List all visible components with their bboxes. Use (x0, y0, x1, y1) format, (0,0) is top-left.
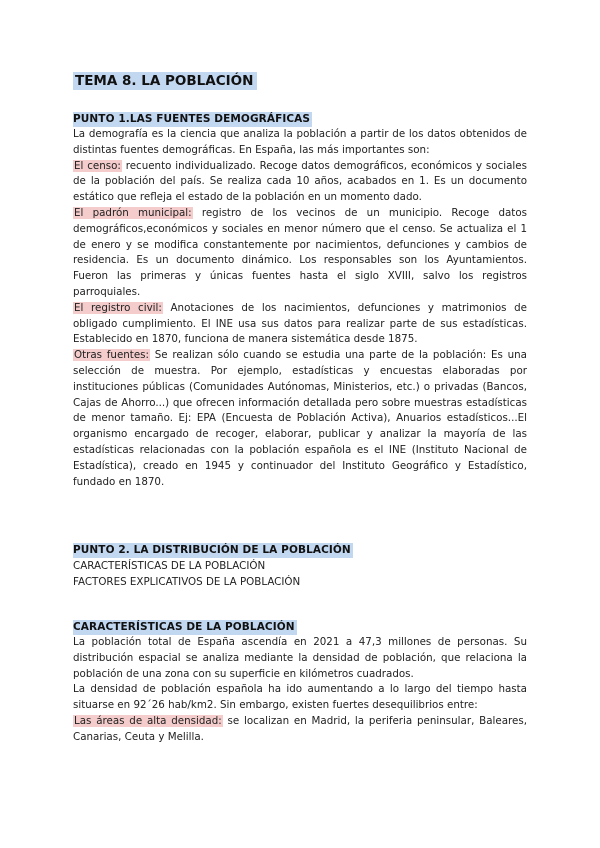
section-heading: PUNTO 2. LA DISTRIBUCIÓN DE LA POBLACIÓN (73, 544, 351, 556)
densidad-paragraph: La densidad de población española ha ido aumentando a lo largo del tiempo hasta situarse en 92´26 hab/km2. Sin embargo, existen fuertes desequilibrios entre: (73, 683, 527, 712)
term-otras: Otras fuentes: (74, 349, 150, 362)
padron-text: registro de los vecinos de un municipio. Recoge datos demográficos,económicos y sociales en menor número que el censo. Se actualiza el 1 de enero y se modifica constantemente por nacimientos, defunciones y cambios de residencia. Es un documento dinámico. Los responsables son los Ayuntamientos. Fueron las primeras y únicas fuentes hasta el siglo XVIII, salvo los registros parroquiales. (73, 206, 527, 298)
term-registro: El registro civil: (74, 301, 162, 314)
censo-paragraph (73, 159, 527, 206)
section-heading: PUNTO 1.LAS FUENTES DEMOGRÁFICAS (73, 113, 311, 125)
list-item: CARACTERÍSTICAS DE LA POBLACIÓN (73, 560, 266, 572)
padron-paragraph (73, 206, 527, 301)
term-censo: El censo: (74, 159, 121, 172)
section-caracteristicas (73, 615, 527, 746)
section-heading: CARACTERÍSTICAS DE LA POBLACIÓN (73, 621, 295, 633)
page-title: TEMA 8. LA POBLACIÓN (73, 72, 257, 90)
section-punto-1 (73, 107, 527, 490)
otras-paragraph (73, 348, 527, 490)
otras-text: Se realizan sólo cuando se estudia una parte de la población: Es una selección de muestra. Por ejemplo, estadísticas y encuestas elaboradas por instituciones públicas (Comunidades Autónomas, Ministerios, etc.) o privadas (Bancos, Cajas de Ahorro...) que ofrecen información detallada pero sobre muestras estadísticas de menor tamaño. Ej: EPA (Encuesta de Población Activa), Anuarios estadísticos...El organismo encargado de recoger, elaborar, publicar y analizar la mayoría de las estadísticas relacionadas con la población española es el INE (Instituto Nacional de Estadística), creado en 1945 y continuador del Instituto Geográfico y Estadístico, fundado en 1870. (73, 349, 527, 488)
areas-text: se localizan en Madrid, la periferia peninsular, Baleares, Canarias, Ceuta y Melilla. (73, 714, 527, 743)
term-padron: El padrón municipal: (74, 206, 192, 219)
registro-paragraph (73, 301, 527, 348)
censo-text: recuento individualizado. Recoge datos demográficos, económicos y sociales de la población del país. Se realiza cada 10 años, acabados en 1. Es un documento estático que refleja el estado de la población en un momento dado. (73, 159, 527, 204)
section-punto-2 (73, 538, 527, 590)
registro-text: Anotaciones de los nacimientos, defunciones y matrimonios de obligado cumplimiento. El INE usa sus datos para realizar parte de sus estadísticas. Establecido en 1870, funciona de manera sistemática desde 1875. (73, 301, 527, 346)
term-areas: Las áreas de alta densidad: (74, 714, 222, 727)
intro-paragraph: La demografía es la ciencia que analiza la población a partir de los datos obtenidos de distintas fuentes demográficas. En España, las más importantes son: (73, 128, 527, 156)
poblacion-paragraph: La población total de España ascendía en 2021 a 47,3 millones de personas. Su distribución espacial se analiza mediante la densidad de población, que relaciona la población de una zona con su superficie en kilómetros cuadrados. (73, 636, 527, 680)
list-item: FACTORES EXPLICATIVOS DE LA POBLACIÓN (73, 576, 301, 588)
areas-paragraph (73, 714, 527, 746)
